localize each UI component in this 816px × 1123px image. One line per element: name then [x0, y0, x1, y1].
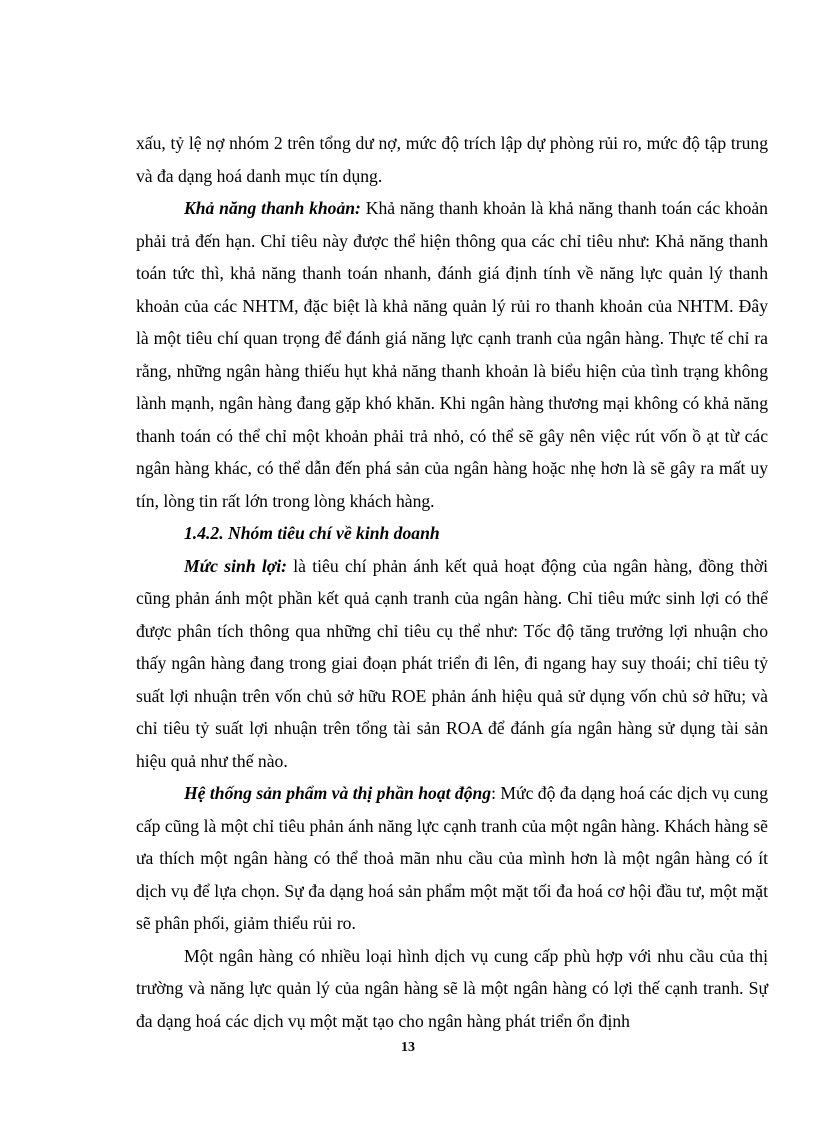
paragraph-liquidity — [136, 192, 768, 517]
product-system-term: Hệ thống sản phẩm và thị phần hoạt động — [184, 783, 492, 803]
paragraph-text: Khả năng thanh khoản là khả năng thanh toán các khoản phải trả đến hạn. Chỉ tiêu này được thể hiện thông qua các chỉ tiêu như: Khả năng thanh toán tức thì, khả năng thanh toán nhanh, đánh giá định tính về năng lực quản lý thanh khoản của các NHTM, đặc biệt là khả năng quản lý rủi ro thanh khoản của NHTM. Đây là một tiêu chí quan trọng để đánh giá năng lực cạnh tranh của ngân hàng. Thực tế chỉ ra rằng, những ngân hàng thiếu hụt khả năng thanh khoản là biểu hiện của tình trạng không lành mạnh, ngân hàng đang gặp khó khăn. Khi ngân hàng thương mại không có khả năng thanh toán có thể chỉ một khoản phải trả nhỏ, có thể sẽ gây nên việc rút vốn ồ ạt từ các ngân hàng khác, có thể dẫn đến phá sản của ngân hàng hoặc nhẹ hơn là sẽ gây ra mất uy tín, lòng tin rất lớn trong lòng khách hàng. — [136, 198, 768, 511]
paragraph-product-system — [136, 777, 768, 940]
document-page — [136, 127, 768, 1037]
liquidity-term: Khả năng thanh khoản: — [184, 198, 361, 218]
paragraph-credit-quality — [136, 127, 768, 192]
paragraph-text: : Mức độ đa dạng hoá các dịch vụ cung cấp cũng là một chỉ tiêu phản ánh năng lực cạnh tranh của một ngân hàng. Khách hàng sẽ ưa thích một ngân hàng có thể thoả mãn nhu cầu của mình hơn là một ngân hàng có ít dịch vụ để lựa chọn. Sự đa dạng hoá sản phẩm một mặt tối đa hoá cơ hội đầu tư, một mặt sẽ phân phối, giảm thiểu rủi ro. — [136, 783, 769, 933]
paragraph-text: Một ngân hàng có nhiều loại hình dịch vụ cung cấp phù hợp với nhu cầu của thị trường và năng lực quản lý của ngân hàng sẽ là một ngân hàng có lợi thế cạnh tranh. Sự đa dạng hoá các dịch vụ một mặt tạo cho ngân hàng phát triển ổn định — [136, 945, 768, 1031]
section-heading: 1.4.2. Nhóm tiêu chí về kinh doanh — [184, 523, 440, 543]
paragraph-text: xấu, tỷ lệ nợ nhóm 2 trên tổng dư nợ, mức độ trích lập dự phòng rủi ro, mức độ tập trung và đa dạng hoá danh mục tín dụng. — [136, 133, 768, 186]
paragraph-text: là tiêu chí phản ánh kết quả hoạt động của ngân hàng, đồng thời cũng phản ánh một phần kết quả cạnh tranh của ngân hàng. Chỉ tiêu mức sinh lợi có thể được phân tích thông qua những chỉ tiêu cụ thể như: Tốc độ tăng trưởng lợi nhuận cho thấy ngân hàng đang trong giai đoạn phát triển đi lên, đi ngang hay suy thoái; chỉ tiêu tỷ suất lợi nhuận trên vốn chủ sở hữu ROE phản ánh hiệu quả sử dụng vốn chủ sở hữu; và chỉ tiêu tỷ suất lợi nhuận trên tổng tài sản ROA để đánh gía ngân hàng sử dụng tài sản hiệu quả như thế nào. — [136, 555, 769, 771]
paragraph-service-diversity — [136, 940, 768, 1038]
page-number: 13 — [401, 1040, 415, 1055]
paragraph-profitability — [136, 550, 768, 778]
profitability-term: Mức sinh lợi: — [184, 555, 287, 576]
